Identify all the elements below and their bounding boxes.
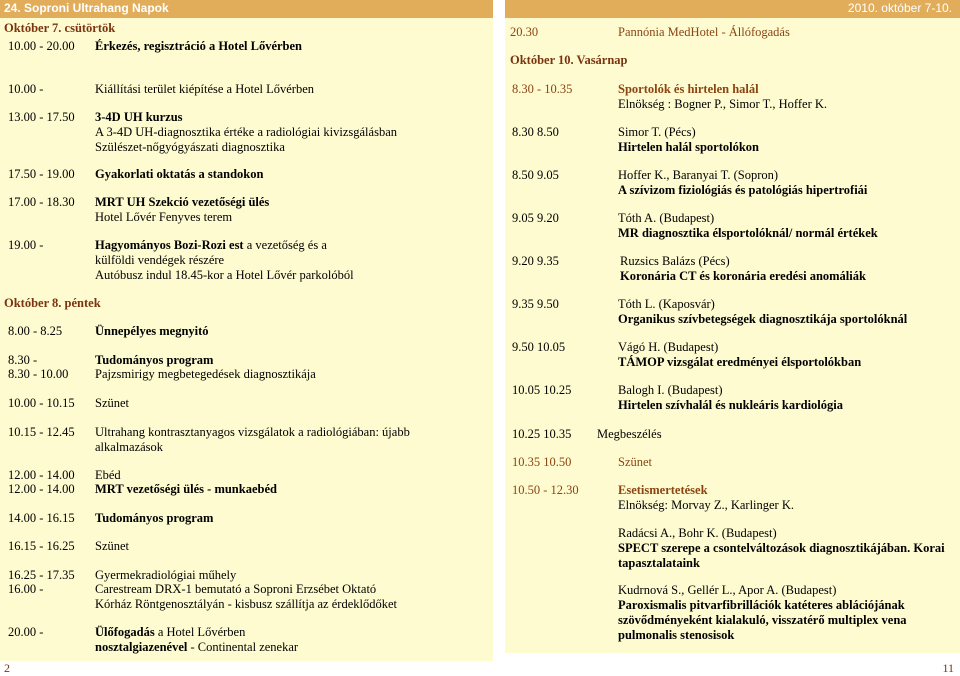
session-time: 8.30 - 10.35 bbox=[512, 82, 573, 96]
event-detail bbox=[95, 640, 298, 654]
event-detail: alkalmazások bbox=[95, 440, 164, 454]
right-page bbox=[505, 18, 960, 653]
talk-speaker: Balogh I. (Budapest) bbox=[618, 383, 723, 397]
event-title bbox=[95, 625, 245, 639]
event-time: 10.00 - bbox=[8, 82, 44, 96]
talk-speaker: Radácsi A., Bohr K. (Budapest) bbox=[618, 526, 777, 540]
event-title bbox=[95, 238, 327, 252]
event-time: 16.15 - 16.25 bbox=[8, 539, 75, 553]
talk-title: Megbeszélés bbox=[597, 427, 662, 441]
event-detail: Szülészet-nőgyógyászati diagnosztika bbox=[95, 140, 285, 154]
talk-speaker: Simor T. (Pécs) bbox=[618, 125, 696, 139]
event-detail: A 3-4D UH-diagnosztika értéke a radiológiai kivizsgálásban bbox=[95, 125, 397, 139]
event-title: Pannónia MedHotel - Állófogadás bbox=[618, 25, 790, 39]
event-title: Szünet bbox=[95, 539, 130, 553]
event-time: 20.30 bbox=[510, 25, 539, 39]
event-time: 8.30 - 10.00 bbox=[8, 367, 69, 381]
talk-title: Paroxismalis pitvarfibrillációk katéteres ablációjának bbox=[618, 598, 905, 612]
event-detail: külföldi vendégek részére bbox=[95, 253, 225, 267]
talk-time: 8.50 9.05 bbox=[512, 168, 559, 182]
event-time: 8.00 - 8.25 bbox=[8, 324, 63, 338]
event-time: 8.30 - bbox=[8, 353, 38, 367]
event-title: Érkezés, regisztráció a Hotel Lővérben bbox=[95, 39, 303, 53]
talk-time: 9.20 9.35 bbox=[512, 254, 559, 268]
event-time: 17.00 - 18.30 bbox=[8, 195, 75, 209]
event-title: Szünet bbox=[95, 396, 130, 410]
event-time: 14.00 - 16.15 bbox=[8, 511, 75, 525]
talk-title: Koronária CT és koronária eredési anomáliák bbox=[620, 269, 866, 283]
day-heading: Október 10. Vasárnap bbox=[510, 53, 628, 67]
event-time: 19.00 - bbox=[8, 238, 44, 252]
talk-time: 9.35 9.50 bbox=[512, 297, 559, 311]
event-time: 16.00 - bbox=[8, 582, 44, 596]
session-title: Sportolók és hirtelen halál bbox=[618, 82, 759, 96]
header-date: 2010. október 7-10. bbox=[847, 1, 952, 15]
event-title: Tudományos program bbox=[95, 511, 214, 525]
event-time: 12.00 - 14.00 bbox=[8, 482, 75, 496]
break-title: Szünet bbox=[618, 455, 653, 469]
talk-speaker: Hoffer K., Baranyai T. (Sopron) bbox=[618, 168, 779, 182]
session-chairs: Elnökség : Bogner P., Simor T., Hoffer K. bbox=[618, 97, 828, 111]
event-detail: Autóbusz indul 18.45-kor a Hotel Lővér parkolóból bbox=[95, 268, 354, 282]
event-title: Kiállítási terület kiépítése a Hotel Lővérben bbox=[95, 82, 315, 96]
talk-title: Hirtelen szívhalál és nukleáris kardiológia bbox=[618, 398, 844, 412]
event-time: 20.00 - bbox=[8, 625, 44, 639]
talk-title: MR diagnosztika élsportolóknál/ normál értékek bbox=[618, 226, 878, 240]
talk-title: Organikus szívbetegségek diagnosztikája sportolóknál bbox=[618, 312, 908, 326]
talk-time: 9.05 9.20 bbox=[512, 211, 559, 225]
event-title: Ultrahang kontrasztanyagos vizsgálatok a radiológiában: újabb bbox=[95, 425, 410, 439]
break-time: 10.35 10.50 bbox=[512, 455, 572, 469]
event-title: 3-4D UH kurzus bbox=[95, 110, 183, 124]
day-heading: Október 8. péntek bbox=[4, 296, 101, 310]
talk-speaker: Vágó H. (Budapest) bbox=[618, 340, 719, 354]
event-title-bold: Hagyományos Bozi-Rozi est bbox=[95, 238, 244, 252]
talk-time: 10.05 10.25 bbox=[512, 383, 572, 397]
event-title: Carestream DRX-1 bemutató a Soproni Erzsébet Oktató bbox=[95, 582, 377, 596]
header-bar-right bbox=[505, 0, 960, 18]
event-title: Gyermekradiológiai műhely bbox=[95, 568, 237, 582]
talk-title: pulmonalis stenosisok bbox=[618, 628, 735, 642]
event-title: Pajzsmirigy megbetegedések diagnosztikája bbox=[95, 367, 316, 381]
talk-title: SPECT szerepe a csontelváltozások diagnosztikájában. Korai bbox=[618, 541, 945, 555]
event-time: 17.50 - 19.00 bbox=[8, 167, 75, 181]
page-number-right: 11 bbox=[942, 661, 954, 675]
talk-title: Hirtelen halál sportolókon bbox=[618, 140, 759, 154]
event-title: MRT vezetőségi ülés - munkaebéd bbox=[95, 482, 277, 496]
event-title: Tudományos program bbox=[95, 353, 214, 367]
talk-time: 8.30 8.50 bbox=[512, 125, 559, 139]
talk-title: A szívizom fiziológiás és patológiás hipertrofiái bbox=[618, 183, 868, 197]
event-time: 12.00 - 14.00 bbox=[8, 468, 75, 482]
talk-time: 10.25 10.35 bbox=[512, 427, 572, 441]
page-number-left: 2 bbox=[4, 661, 10, 675]
session-title: Esetismertetések bbox=[618, 483, 708, 497]
session-time: 10.50 - 12.30 bbox=[512, 483, 579, 497]
talk-title: tapasztalataink bbox=[618, 556, 700, 570]
event-title-rest: a vezetőség és a bbox=[243, 238, 327, 252]
event-time: 10.15 - 12.45 bbox=[8, 425, 75, 439]
header-bar-left bbox=[0, 0, 493, 18]
event-time: 13.00 - 17.50 bbox=[8, 110, 75, 124]
talk-speaker: Tóth A. (Budapest) bbox=[618, 211, 715, 225]
event-title: Gyakorlati oktatás a standokon bbox=[95, 167, 264, 181]
event-time: 10.00 - 20.00 bbox=[8, 39, 75, 53]
event-title: Ünnepélyes megnyitó bbox=[95, 324, 209, 338]
talk-title: szövődményeként kialakuló, visszatérő multiplex vena bbox=[618, 613, 907, 627]
session-chairs: Elnökség: Morvay Z., Karlinger K. bbox=[618, 498, 795, 512]
event-title: Ebéd bbox=[95, 468, 121, 482]
event-detail: Hotel Lővér Fenyves terem bbox=[95, 210, 233, 224]
event-detail: Kórház Röntgenosztályán - kisbusz szállítja az érdeklődőket bbox=[95, 597, 397, 611]
header-title: 24. Soproni Ultrahang Napok bbox=[4, 1, 169, 15]
talk-time: 9.50 10.05 bbox=[512, 340, 566, 354]
event-title: MRT UH Szekció vezetőségi ülés bbox=[95, 195, 270, 209]
event-time: 10.00 - 10.15 bbox=[8, 396, 75, 410]
event-title-rest: a Hotel Lővérben bbox=[154, 625, 246, 639]
talk-speaker: Kudrnová S., Gellér L., Apor A. (Budapest) bbox=[618, 583, 837, 597]
event-title-bold: Ülőfogadás bbox=[95, 625, 155, 639]
event-detail-bold: nosztalgiazenével bbox=[95, 640, 188, 654]
talk-speaker: Tóth L. (Kaposvár) bbox=[618, 297, 715, 311]
event-detail-rest: - Continental zenekar bbox=[187, 640, 299, 654]
day-heading: Október 7. csütörtök bbox=[4, 21, 116, 35]
talk-title: TÁMOP vizsgálat eredményei élsportolókban bbox=[618, 355, 862, 369]
event-time: 16.25 - 17.35 bbox=[8, 568, 75, 582]
talk-speaker: Ruzsics Balázs (Pécs) bbox=[620, 254, 730, 268]
